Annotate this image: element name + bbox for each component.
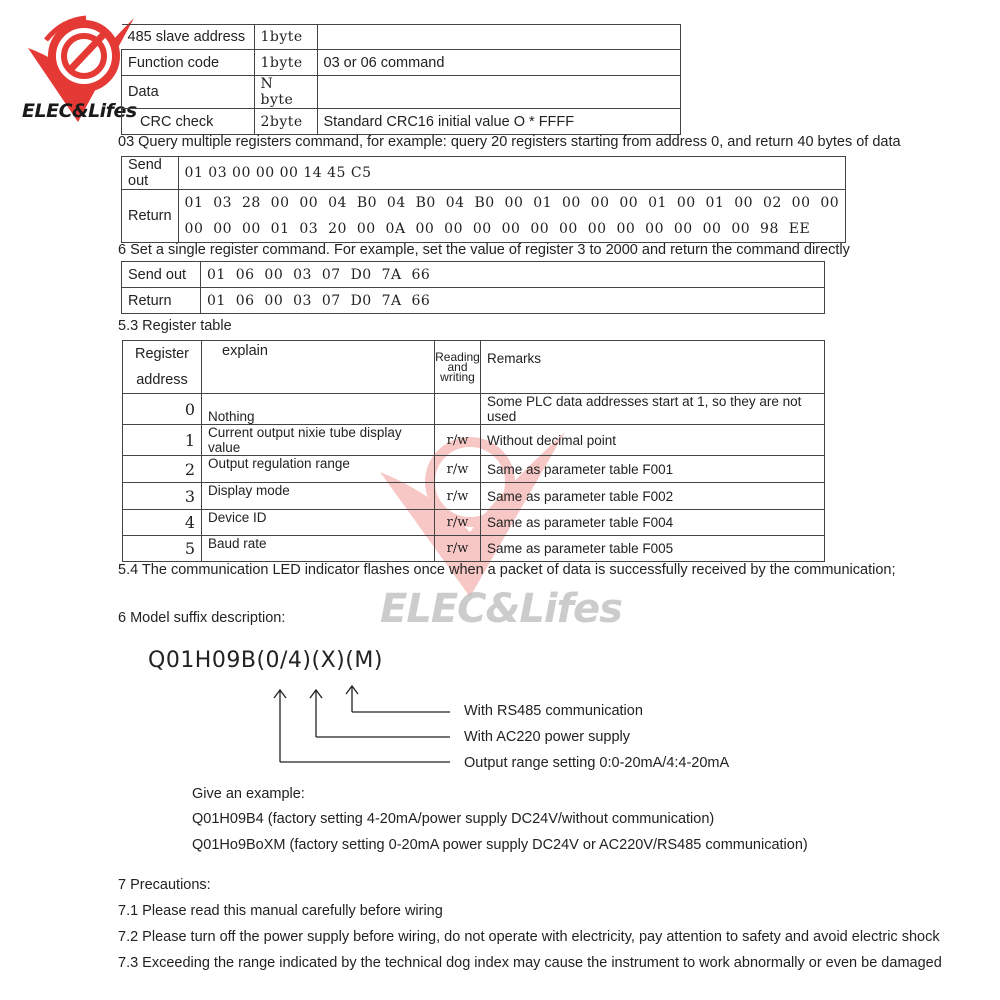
frame-field: CRC check xyxy=(122,109,255,135)
table-row xyxy=(122,262,825,288)
return-value: 01 06 00 03 07 D0 7A 66 xyxy=(201,288,825,314)
frame-desc xyxy=(317,25,681,50)
register-address: 3 xyxy=(123,483,202,510)
header-address-line1: Register xyxy=(135,346,189,362)
return-value xyxy=(178,190,846,243)
frame-format-table xyxy=(121,24,681,135)
register-explain: Nothing xyxy=(202,394,435,425)
header-address-line2: address xyxy=(136,372,188,388)
table-header-row xyxy=(123,341,825,394)
header-explain: explain xyxy=(202,341,435,394)
table-row xyxy=(122,76,681,109)
suffix-heading: 6 Model suffix description: xyxy=(118,610,286,626)
header-rw-line2: and xyxy=(447,360,468,374)
register-rw: r/w xyxy=(435,483,481,510)
register-address: 4 xyxy=(123,510,202,536)
frame-desc: 03 or 06 command xyxy=(317,50,681,76)
register-remarks: Same as parameter table F002 xyxy=(481,483,825,510)
table-row xyxy=(123,483,825,510)
table-row xyxy=(123,536,825,562)
precaution-item: 7.3 Exceeding the range indicated by the technical dog index may cause the instrument to work abnormally or even be damaged xyxy=(118,955,942,971)
example-line-1: Q01H09B4 (factory setting 4-20mA/power supply DC24V/without communication) xyxy=(192,811,715,827)
led-note: 5.4 The communication LED indicator flashes once when a packet of data is successfully received by the communication; xyxy=(118,562,896,578)
frame-field: 485 slave address xyxy=(122,25,255,50)
precaution-item: 7.1 Please read this manual carefully before wiring xyxy=(118,903,443,919)
frame-desc xyxy=(317,76,681,109)
register-table xyxy=(122,340,825,562)
frame-desc: Standard CRC16 initial value O * FFFF xyxy=(317,109,681,135)
table-row xyxy=(122,190,846,243)
register-remarks: Same as parameter table F004 xyxy=(481,510,825,536)
set-command-table xyxy=(121,261,825,314)
register-address: 5 xyxy=(123,536,202,562)
register-remarks: Without decimal point xyxy=(481,425,825,456)
frame-size: N byte xyxy=(254,76,317,109)
return-line-2: 00 00 00 01 03 20 00 0A 00 00 00 00 00 00 00 00 00 00 00 00 98 EE xyxy=(184,221,811,237)
register-address: 1 xyxy=(123,425,202,456)
frame-size: 2byte xyxy=(254,109,317,135)
register-rw: r/w xyxy=(435,425,481,456)
example-title: Give an example: xyxy=(192,786,305,802)
return-label: Return xyxy=(122,288,201,314)
register-rw: r/w xyxy=(435,510,481,536)
register-explain: Display mode xyxy=(202,483,435,510)
frame-size: 1byte xyxy=(254,25,317,50)
send-label: Send out xyxy=(122,262,201,288)
register-remarks: Same as parameter table F001 xyxy=(481,456,825,483)
table-row xyxy=(122,25,681,50)
table-row xyxy=(122,50,681,76)
register-remarks: Same as parameter table F005 xyxy=(481,536,825,562)
register-rw: r/w xyxy=(435,536,481,562)
register-rw xyxy=(435,394,481,425)
header-rw-line1: Reading xyxy=(435,350,480,364)
example-line-2: Q01Ho9BoXM (factory setting 0-20mA power supply DC24V or AC220V/RS485 communication) xyxy=(192,837,808,853)
header-address xyxy=(123,341,202,394)
suffix-label-m: With RS485 communication xyxy=(464,703,643,719)
query-heading: 03 Query multiple registers command, for example: query 20 registers starting from address 0, and return 40 bytes of data xyxy=(118,134,901,150)
table-row xyxy=(123,425,825,456)
brand-logo-text: ELEC&Lifes xyxy=(22,100,137,122)
watermark-text: ELEC&Lifes xyxy=(380,586,622,632)
register-explain: Device ID xyxy=(202,510,435,536)
send-value: 01 03 00 00 00 14 45 C5 xyxy=(178,157,846,190)
suffix-arrows-diagram xyxy=(260,682,460,777)
table-row xyxy=(123,456,825,483)
header-rw xyxy=(435,341,481,394)
table-row xyxy=(123,510,825,536)
precautions-title: 7 Precautions: xyxy=(118,877,211,893)
send-label: Send out xyxy=(122,157,179,190)
model-code: Q01H09B(0/4)(X)(M) xyxy=(148,648,383,673)
table-row xyxy=(123,394,825,425)
register-address: 2 xyxy=(123,456,202,483)
table-row xyxy=(122,157,846,190)
frame-field: Data xyxy=(122,76,255,109)
set-heading: 6 Set a single register command. For example, set the value of register 3 to 2000 and return the command directly xyxy=(118,242,850,258)
register-explain: Output regulation range xyxy=(202,456,435,483)
register-address: 0 xyxy=(123,394,202,425)
precaution-item: 7.2 Please turn off the power supply before wiring, do not operate with electricity, pay attention to safety and avoid electric shock xyxy=(118,929,940,945)
suffix-label-x: With AC220 power supply xyxy=(464,729,631,745)
return-line-1: 01 03 28 00 00 04 B0 04 B0 04 B0 00 01 00 00 00 01 00 01 00 02 00 00 xyxy=(184,195,840,211)
query-command-table xyxy=(121,156,846,243)
register-remarks: Some PLC data addresses start at 1, so they are not used xyxy=(481,394,825,425)
return-label: Return xyxy=(122,190,179,243)
register-rw: r/w xyxy=(435,456,481,483)
header-rw-line3: writing xyxy=(440,370,475,384)
table-row xyxy=(122,109,681,135)
frame-size: 1byte xyxy=(254,50,317,76)
send-value: 01 06 00 03 07 D0 7A 66 xyxy=(201,262,825,288)
table-row xyxy=(122,288,825,314)
register-explain: Baud rate xyxy=(202,536,435,562)
register-heading: 5.3 Register table xyxy=(118,318,232,334)
register-explain: Current output nixie tube display value xyxy=(202,425,435,456)
suffix-label-range: Output range setting 0:0-20mA/4:4-20mA xyxy=(464,755,730,771)
header-remarks: Remarks xyxy=(481,341,825,394)
frame-field: Function code xyxy=(122,50,255,76)
